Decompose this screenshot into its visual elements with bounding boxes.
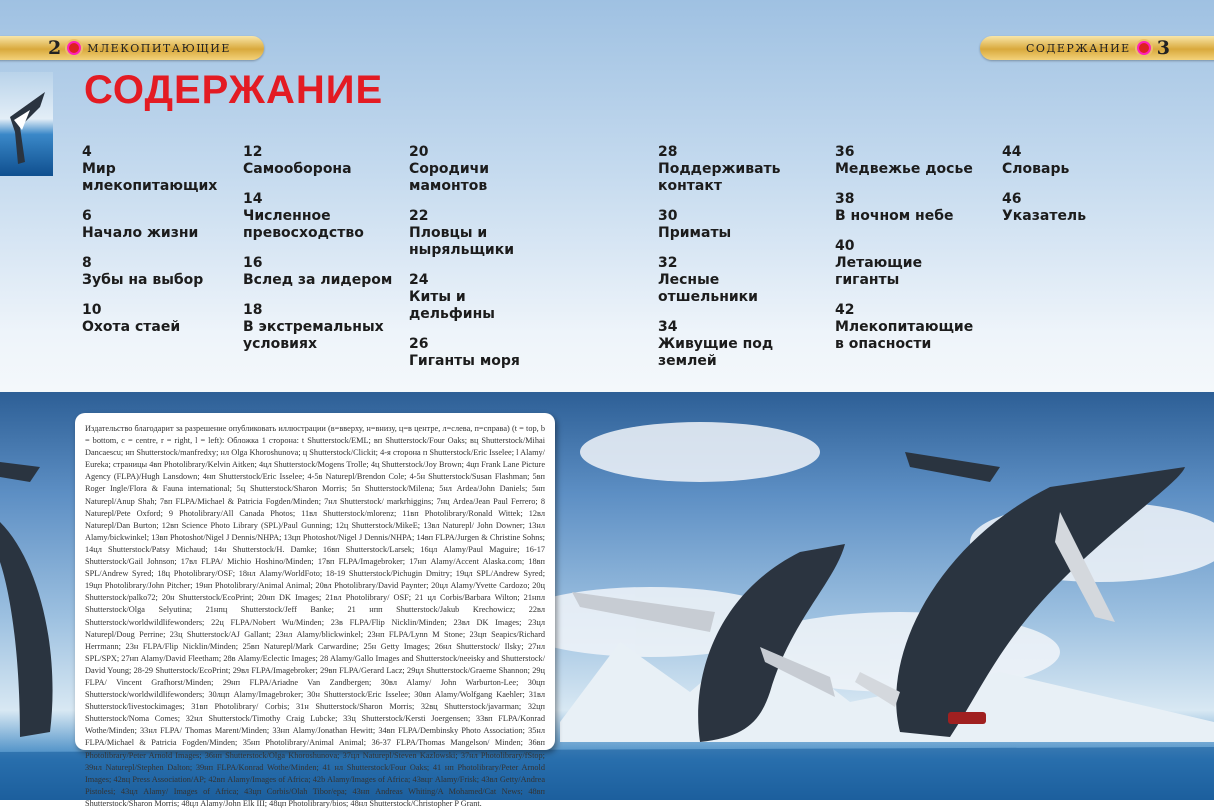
toc-entry-title: Живущие под землей bbox=[658, 336, 774, 369]
toc-entry-title: Сородичи мамонтов bbox=[409, 161, 490, 194]
toc-column bbox=[409, 144, 549, 383]
toc-page-number: 10 bbox=[82, 302, 102, 318]
toc-entry[interactable] bbox=[243, 255, 393, 289]
toc-page-number: 30 bbox=[658, 208, 678, 224]
header-left bbox=[0, 36, 264, 60]
toc-page-number: 24 bbox=[409, 272, 429, 288]
toc-page-number: 46 bbox=[1002, 191, 1022, 207]
toc-entry-title: Мир млекопитающих bbox=[82, 161, 218, 194]
toc-column bbox=[1002, 144, 1122, 238]
toc-entry[interactable] bbox=[409, 272, 549, 323]
toc-page-number: 6 bbox=[82, 208, 92, 224]
toc-entry-title: В ночном небе bbox=[835, 208, 954, 224]
toc-page-number: 22 bbox=[409, 208, 429, 224]
toc-entry-title: Гиганты моря bbox=[409, 353, 520, 369]
toc-page-number: 32 bbox=[658, 255, 678, 271]
toc-entry-title: Численное превосходство bbox=[243, 208, 364, 241]
toc-entry[interactable] bbox=[658, 144, 818, 195]
toc-page-number: 8 bbox=[82, 255, 92, 271]
toc-entry[interactable] bbox=[1002, 144, 1122, 178]
toc-column bbox=[658, 144, 818, 383]
toc-entry-title: Пловцы и ныряльщики bbox=[409, 225, 515, 258]
toc-entry-title: Указатель bbox=[1002, 208, 1087, 224]
toc-entry[interactable] bbox=[835, 238, 985, 289]
toc-entry[interactable] bbox=[82, 144, 222, 195]
toc-page-number: 12 bbox=[243, 144, 263, 160]
toc-column bbox=[243, 144, 393, 366]
compass-icon bbox=[67, 41, 81, 55]
toc-entry[interactable] bbox=[658, 255, 818, 306]
toc-page-number: 40 bbox=[835, 238, 855, 254]
photo-credits: Издательство благодарит за разрешение опубликовать иллюстрации (в=вверху, н=внизу, ц=в центре, л=слева, п=справа) (t = top, b = bottom, c = centre, r = right, l = left): Обложка 1 сторона: t Shutterstock/EML; вп Shutterstock/Four Oaks; вц Shutterstock/Mihai Dancaescu; нп Shutterstock/manfredxy; нл Olga Khoroshunova; ц Shutterstock/Clickit; 4-я сторона п Shutterstock/Eric Isselee; l Alamy/ Eureka; страницы 4вп Photolibrary/Kelvin Aitken; 4цл Shutterstock/Mogens Trolle; 4ц Shutterstock/Joy Brown; 4цп Frank Lane Picture Agency (FLPA)/Hugh Lansdown; 4нп Shutterstock/Eric Isselee; 4-5в Naturepl/Brendon Cole; 4-5н Shutterstock/Susan Flashman; 5вп Roger Ingle/Flora & Fauna international; 5ц Shutterstock/Sharon Morris; 5п Shutterstock/Milena; 5нл Ardea/John Daniels; 5нп Naturepl/Anup Shah; 7вп FLPA/Michael & Patricia Fogden/Minden; 7нл Shutterstock/ markrhiggins; 7нц Ardea/Jean Paul Ferrero; 8 Naturepl/Pete Oxford; 9 Photolibrary/All Canada Photos; 11вл Shutterstock/mlorenz; 11вп Photolibrary/Ronald Wittek; 12вл Naturepl/Dan Burton; 12вп Science Photo Library (SPL)/Paul Gunning; 12ц Shutterstock/MikeE; 13вл Naturepl/ John Downer; 13нл Alamy/bickwinkel; 13вп Photoshot/Nigel J Dennis/NHPA; 13цп Photoshot/Nigel J Dennis/NHPA; 14вп FLPA/Jurgen & Christine Sohns; 14цл Shutterstock/Patsy Michaud; 14н Shutterstock/H. Damke; 16вп Shutterstock/Larsek; 16цл Alamy/Paul Maguire; 16-17 Shutterstock/Gail Johnson; 17вл FLPA/ Michio Hoshino/Minden; 17вп FLPA/Imagebroker; 17нп Alamy/Accent Alaska.com; 18вп SPL/Andrew Syred; 18ц Photolibrary/OSF; 18нл Alamy/WorldFoto; 18-19 Shutterstock/Pichugin Dmitry; 19цл SPL/Andrew Syred; 19цп Photolibrary/John Pitcher; 19нп Photolibrary/Animal Animal; 20вл Photolibrary/David Paynter; 20цл Alamy/Yvette Cardozo; 20ц Shutterstock/palko72; 20н Shutterstock/EcoPrint; 20нп DK Images; 21вл Photolibrary/ OSF; 21 цл Corbis/Barbara Wilton; 21нпл Shutterstock/Olga Selyutina; 21нпц Shutterstock/Jeff Banke; 21 нпп Shutterstock/Jakub Krechowicz; 22вл Shutterstock/worldwildlifewonders; 22ц FLPA/Nobert Wu/Minden; 23в FLPA/Flip Nicklin/Minden; 23вл DK Images; 23цл Naturepl/Doug Perrine; 23ц Shutterstock/AJ Gallant; 23нл Alamy/blickwinkel; 23нп FLPA/Lynn M Stone; 23цп Seapics/Richard Herrmann; 23н FLPA/Flip Nicklin/Minden; 25вп Naturepl/Mark Carwardine; 25н Getty Images; 26нл Shutterstock/ Ilsky; 27нл SPL/SPX; 27нп Alamy/David Fleetham; 28в Alamy/Eclectic Images; 28 Alamy/Gallo Images and Shutterstock/neeisky and Shutterstock/ David Young; 28-29 Shutterstock/EcoPrint; 29вл FLPA/Imagebroker; 29вп FLPA/Gerard Lacz; 29цл Shutterstock/Graeme Shannon; 29ц FLPA/ Vincent Grafhorst/Minden; 29нп FLPA/Ariadne Van Zandbergen; 30вл Alamy/ John Warburton-Lee; 30цп Shutterstock/worldwildlifewonders; 30лцп Alamy/Imagebroker; 30н Shutterstock/Eric Isselee; 30вп Alamy/Wolfgang Kaehler; 31вл Shutterstock/livestockimages; 31вп Photolibrary/ Corbis; 31н Shutterstock/Sharon Morris; 32вц Shutterstock/javarman; 32цп Shutterstock/Noma Comes; 32нл Shutterstock/Timothy Craig Lubcke; 33ц Shutterstock/Kersti Joergensen; 33вп FLPA/Konrad Wothe/Minden; 33нл FLPA/ Thomas Marent/Minden; 33нп Alamy/Jonathan Hewitt; 34вп FLPA/Dembinsky Photo Association; 35нл FLPA/Michael & Patricia Fogden/Minden; 35нп Photolibrary/Animal Animal; 36-37 FLPA/Thomas Mangelson/ Minden; 36вп Photolibrary/Peter Arnold Images; 36нп Shutterstock/Olga Khoroshunova; 37цл Naturepl/Steven Kazlowski; 37нл Photolibrary/fStop; 39нл Naturepl/Stephen Dalton; 39нп FLPA/Konrad Wothe/Minden; 41 нл Shutterstock/Four Oaks; 41 нп Photolibrary/Peter Arnold Images; 42вц Press Association/AP; 42вп Alamy/Images of Africa; 42b Alamy/Images of Africa; 43вцг Alamy/Frisk; 43вл Getty/Andrea Pistolesi; 43цл Alamy/ Images of Africa; 43цп Corbis/Olah Tibor/epa; 43нп Andreas Whiting/A Mohamed/Cat News; 48вп Shutterstock/Sharon Morris; 48цл Alamy/John Elk III; 48цп Photolibrary/bios; 48нл Shutterstock/Christopher P Grant. bbox=[75, 413, 555, 750]
toc-entry[interactable] bbox=[1002, 191, 1122, 225]
toc-column bbox=[835, 144, 985, 366]
section-label-right: СОДЕРЖАНИЕ bbox=[1026, 41, 1131, 55]
header-right bbox=[980, 36, 1214, 60]
toc-entry[interactable] bbox=[835, 302, 985, 353]
toc-page-number: 14 bbox=[243, 191, 263, 207]
toc-entry[interactable] bbox=[658, 319, 818, 370]
toc-entry-title: Словарь bbox=[1002, 161, 1070, 177]
toc-entry[interactable] bbox=[409, 144, 549, 195]
toc-entry[interactable] bbox=[835, 144, 985, 178]
toc-column bbox=[82, 144, 222, 349]
page-number-right: 3 bbox=[1156, 37, 1170, 59]
whale-thumbnail bbox=[0, 72, 53, 176]
page-number-left: 2 bbox=[48, 37, 62, 59]
toc-entry[interactable] bbox=[82, 302, 222, 336]
toc-page-number: 34 bbox=[658, 319, 678, 335]
toc-entry-title: Млекопитающие в опасности bbox=[835, 319, 974, 352]
toc-entry-title: В экстремальных условиях bbox=[243, 319, 384, 352]
toc-entry-title: Самооборона bbox=[243, 161, 352, 177]
toc-page-number: 28 bbox=[658, 144, 678, 160]
toc-entry[interactable] bbox=[243, 302, 393, 353]
whale-left bbox=[0, 462, 53, 737]
toc-page-number: 18 bbox=[243, 302, 263, 318]
toc-entry[interactable] bbox=[409, 336, 549, 370]
toc-entry-title: Охота стаей bbox=[82, 319, 181, 335]
toc-entry[interactable] bbox=[409, 208, 549, 259]
toc-entry-title: Поддерживать контакт bbox=[658, 161, 781, 194]
toc-page-number: 42 bbox=[835, 302, 855, 318]
toc-entry-title: Летающие гиганты bbox=[835, 255, 923, 288]
toc-page-number: 26 bbox=[409, 336, 429, 352]
toc-entry-title: Киты и дельфины bbox=[409, 289, 495, 322]
toc-page-number: 44 bbox=[1002, 144, 1022, 160]
toc-page-number: 38 bbox=[835, 191, 855, 207]
section-label-left: МЛЕКОПИТАЮЩИЕ bbox=[87, 41, 231, 55]
toc-entry-title: Вслед за лидером bbox=[243, 272, 393, 288]
toc-entry[interactable] bbox=[243, 144, 393, 178]
toc-entry-title: Приматы bbox=[658, 225, 732, 241]
toc-entry-title: Лесные отшельники bbox=[658, 272, 758, 305]
toc-entry-title: Медвежье досье bbox=[835, 161, 973, 177]
toc-page-number: 4 bbox=[82, 144, 92, 160]
toc-entry[interactable] bbox=[82, 208, 222, 242]
toc-entry[interactable] bbox=[243, 191, 393, 242]
compass-icon bbox=[1137, 41, 1151, 55]
toc-entry-title: Начало жизни bbox=[82, 225, 199, 241]
toc-entry[interactable] bbox=[658, 208, 818, 242]
toc-page-number: 16 bbox=[243, 255, 263, 271]
page-title: СОДЕРЖАНИЕ bbox=[84, 68, 384, 112]
toc-entry[interactable] bbox=[835, 191, 985, 225]
toc-entry[interactable] bbox=[82, 255, 222, 289]
toc-entry-title: Зубы на выбор bbox=[82, 272, 204, 288]
toc-page-number: 36 bbox=[835, 144, 855, 160]
toc-page-number: 20 bbox=[409, 144, 429, 160]
